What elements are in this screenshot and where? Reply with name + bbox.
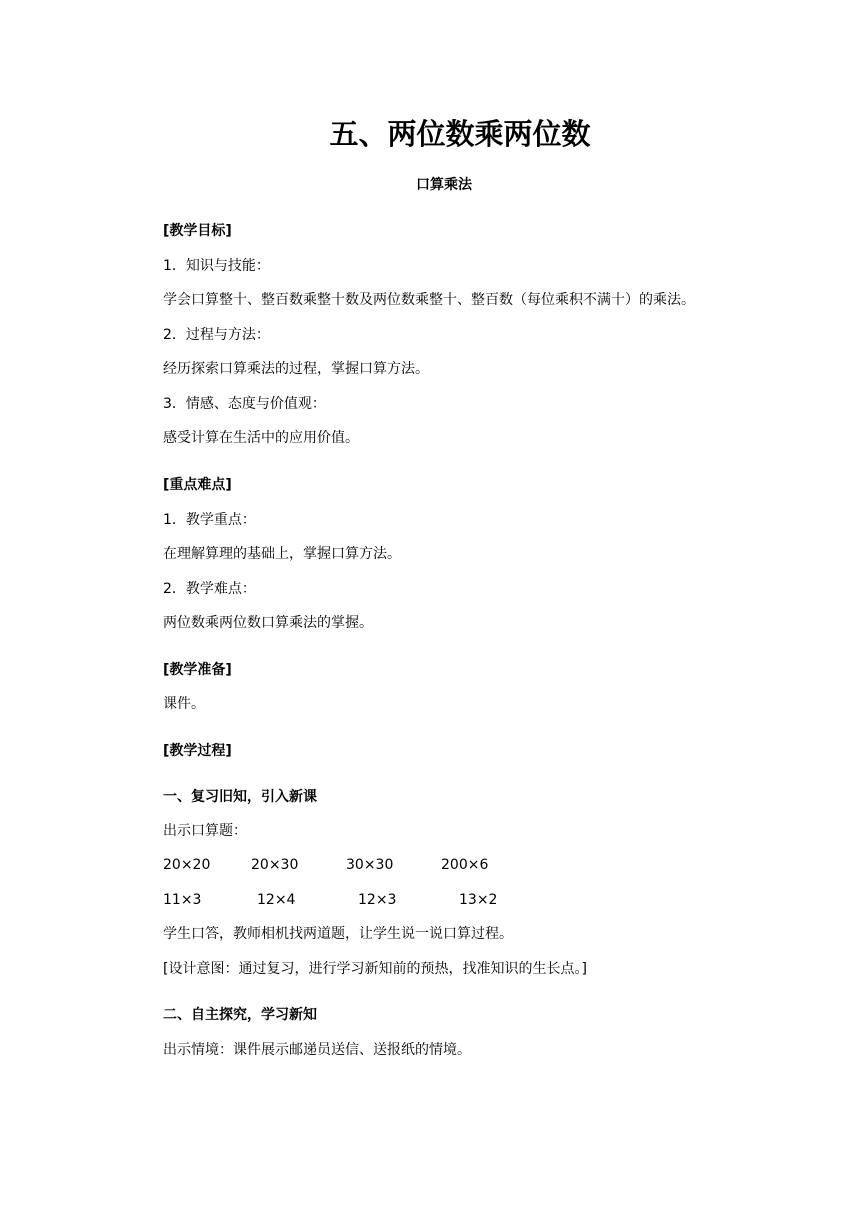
process-heading: [教学过程] <box>163 743 232 759</box>
preparation-text: 课件。 <box>163 696 205 712</box>
key-point-2-label: 2．教学难点： <box>163 581 256 597</box>
problem-item: 11×3 <box>163 892 202 908</box>
show-problems-text: 出示口算题： <box>163 823 247 839</box>
section-2-heading: 二、自主探究，学习新知 <box>163 1007 317 1023</box>
objectives-heading: [教学目标] <box>163 223 232 239</box>
problem-item: 20×30 <box>251 857 299 873</box>
preparation-heading: [教学准备] <box>163 662 232 678</box>
problem-item: 12×3 <box>358 892 397 908</box>
objective-1-text: 学会口算整十、整百数乘整十数及两位数乘整十、整百数（每位乘积不满十）的乘法。 <box>163 292 695 308</box>
page-subtitle: 口算乘法 <box>416 177 472 193</box>
problem-item: 20×20 <box>163 857 211 873</box>
page-title: 五、两位数乘两位数 <box>329 117 591 151</box>
problem-item: 12×4 <box>257 892 296 908</box>
problem-item: 200×6 <box>441 857 489 873</box>
objective-2-text: 经历探索口算乘法的过程，掌握口算方法。 <box>163 361 429 377</box>
key-point-2-text: 两位数乘两位数口算乘法的掌握。 <box>163 615 373 631</box>
objective-1-label: 1．知识与技能： <box>163 258 270 274</box>
key-point-1-text: 在理解算理的基础上，掌握口算方法。 <box>163 546 401 562</box>
key-points-heading: [重点难点] <box>163 477 232 493</box>
objective-2-label: 2．过程与方法： <box>163 327 270 343</box>
objective-3-text: 感受计算在生活中的应用价值。 <box>163 430 359 446</box>
student-answer-text: 学生口答，教师相机找两道题，让学生说一说口算过程。 <box>163 926 513 942</box>
scenario-text: 出示情境：课件展示邮递员送信、送报纸的情境。 <box>163 1042 471 1058</box>
design-intent-text: [设计意图：通过复习，进行学习新知前的预热，找准知识的生长点。] <box>163 961 587 977</box>
objective-3-label: 3．情感、态度与价值观： <box>163 396 326 412</box>
problem-item: 30×30 <box>346 857 394 873</box>
section-1-heading: 一、复习旧知，引入新课 <box>163 789 317 805</box>
problem-item: 13×2 <box>459 892 498 908</box>
key-point-1-label: 1．教学重点： <box>163 512 256 528</box>
